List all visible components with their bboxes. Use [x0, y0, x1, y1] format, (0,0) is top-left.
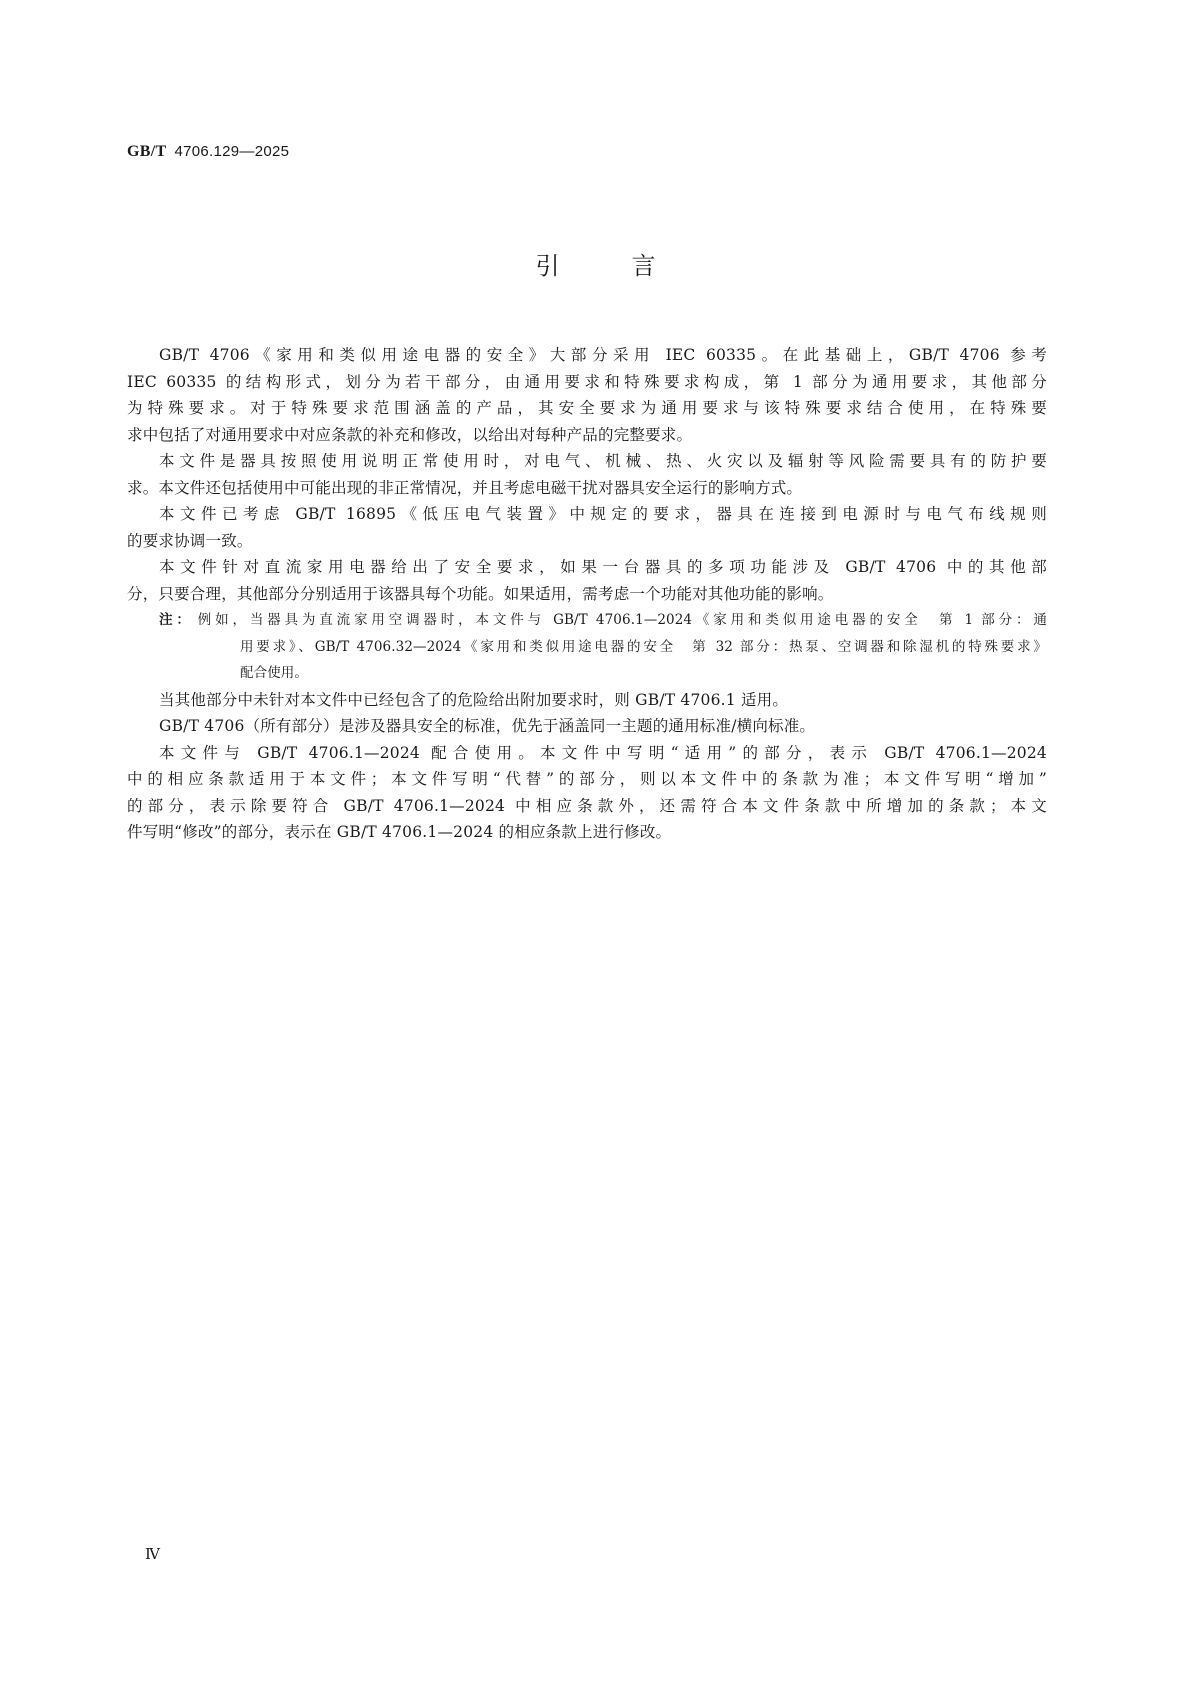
note-label: 注：: [159, 612, 194, 628]
note-line: 用要求》、GB/T 4706.32—2024《家用和类似用途电器的安全 第 32 部分：热泵、空调器和除湿机的特殊要求》: [240, 638, 1047, 655]
text-line: 为特殊要求。对于特殊要求范围涵盖的产品，其安全要求为通用要求与该特殊要求结合使用，在特殊要: [127, 399, 1047, 417]
text-line: 本文件与 GB/T 4706.1—2024 配合使用。本文件中写明“适用”的部分，表示 GB/T 4706.1—2024: [159, 743, 1047, 762]
page-number: Ⅳ: [145, 1547, 160, 1563]
note-line: [127, 607, 1047, 634]
paragraph-2: [127, 448, 1047, 501]
paragraph-7: [127, 740, 1047, 846]
text-line: 当其他部分中未针对本文件中已经包含了的危险给出附加要求时，则 GB/T 4706.1 适用。: [159, 690, 789, 709]
text-line: 的要求协调一致。: [127, 531, 253, 550]
paragraph-1: [127, 342, 1047, 448]
text-line: GB/T 4706《家用和类似用途电器的安全》大部分采用 IEC 60335。在此基础上，GB/T 4706 参考: [159, 346, 1047, 364]
text-line: 的部分，表示除要符合 GB/T 4706.1—2024 中相应条款外，还需符合本文件条款中所增加的条款；本文: [127, 796, 1047, 815]
title-char-1: 引: [535, 252, 560, 280]
text-line: 中的相应条款适用于本文件；本文件写明“代替”的部分，则以本文件中的条款为准；本文件写明“增加”: [127, 770, 1047, 788]
text-line: 本文件针对直流家用电器给出了安全要求，如果一台器具的多项功能涉及 GB/T 4706 中的其他部: [159, 558, 1047, 576]
text-line: 本文件是器具按照使用说明正常使用时，对电气、机械、热、火灾以及辐射等风险需要具有的防护要: [159, 452, 1047, 470]
paragraph-6: [127, 713, 1047, 740]
paragraph-3: [127, 501, 1047, 554]
page-title: [0, 246, 1191, 281]
text-line: GB/T 4706（所有部分）是涉及器具安全的标准，优先于涵盖同一主题的通用标准/横向标准。: [159, 717, 816, 735]
note-line: 配合使用。: [240, 665, 308, 681]
standard-number: 4706.129—2025: [174, 143, 290, 160]
paragraph-4: [127, 554, 1047, 607]
document-header: [127, 142, 289, 161]
note-text: 例如，当器具为直流家用空调器时，本文件与 GB/T 4706.1—2024《家用和类似用途电器的安全 第 1 部分：通: [197, 612, 1047, 628]
note-block: [127, 607, 1047, 687]
text-line: 求。本文件还包括使用中可能出现的非正常情况，并且考虑电磁干扰对器具安全运行的影响方式。: [127, 478, 803, 497]
text-line: 分，只要合理，其他部分分别适用于该器具每个功能。如果适用，需考虑一个功能对其他功能的影响。: [127, 584, 834, 603]
document-body: [127, 342, 1047, 846]
standard-prefix: GB/T: [127, 143, 167, 160]
text-line: 求中包括了对通用要求中对应条款的补充和修改，以给出对每种产品的完整要求。: [127, 425, 693, 444]
text-line: 件写明“修改”的部分，表示在 GB/T 4706.1—2024 的相应条款上进行修改。: [127, 823, 672, 841]
text-line: 本文件已考虑 GB/T 16895《低压电气装置》中规定的要求，器具在连接到电源时与电气布线规则: [159, 505, 1047, 523]
text-line: IEC 60335 的结构形式，划分为若干部分，由通用要求和特殊要求构成，第 1 部分为通用要求，其他部分: [127, 372, 1047, 391]
paragraph-5: [127, 687, 1047, 714]
title-char-2: 言: [631, 252, 656, 280]
